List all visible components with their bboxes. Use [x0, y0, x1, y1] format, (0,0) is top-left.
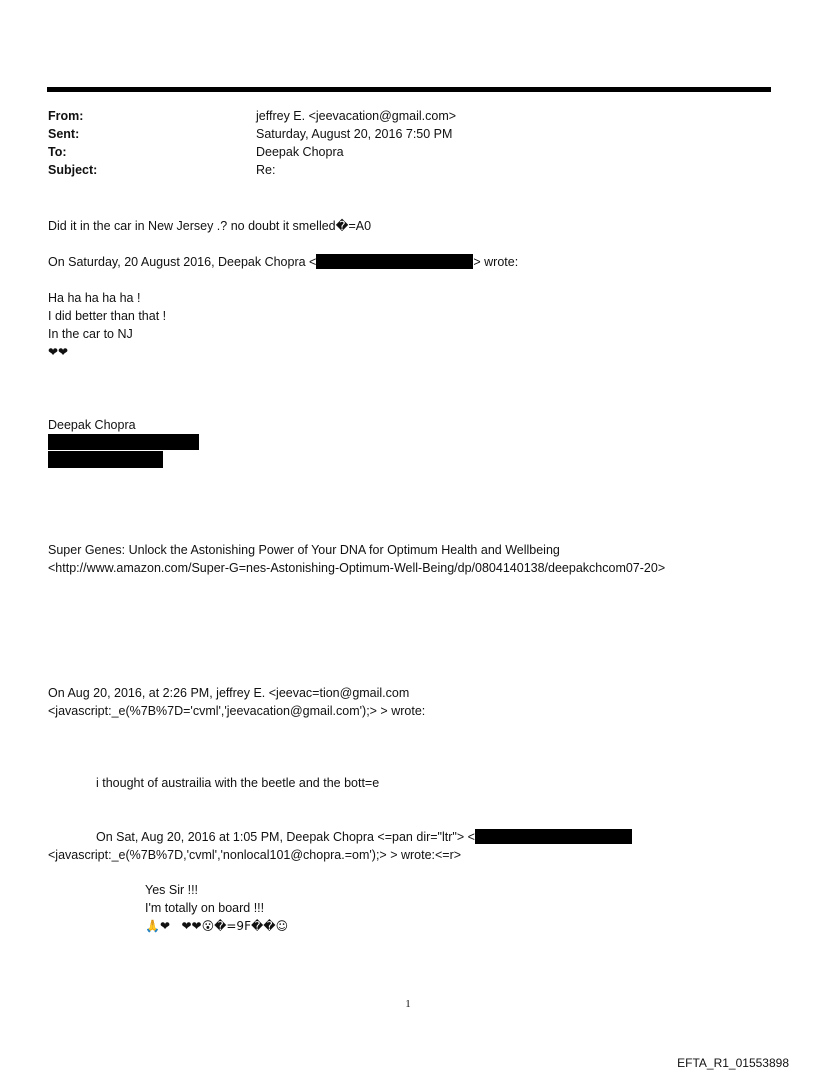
msg1-line3: In the car to NJ [48, 327, 133, 341]
quote3-pre: On Sat, Aug 20, 2016 at 1:05 PM, Deepak Chopra <=pan dir="ltr"> < [96, 830, 475, 844]
from-row [48, 107, 456, 125]
msg1-emoji: ❤❤ [48, 345, 69, 359]
header-rule [47, 87, 771, 92]
quote1-post: > wrote: [473, 255, 519, 269]
email-header [48, 107, 456, 179]
msg3-emoji-b: ❤❤😮�=9F��☺ [181, 919, 289, 933]
subject-label: Subject: [48, 163, 98, 177]
msg3-line2: I'm totally on board !!! [145, 901, 265, 915]
msg2: i thought of austrailia with the beetle and the bott=e [96, 776, 380, 790]
quote2-line1: On Aug 20, 2016, at 2:26 PM, jeffrey E. <jeevac=tion@gmail.com [48, 686, 410, 700]
redaction-box [475, 829, 632, 844]
msg1-line1: Ha ha ha ha ha ! [48, 291, 141, 305]
subject-value: Re: [256, 163, 276, 177]
quote2-line2: <javascript:_e(%7B%7D='cvml','jeevacation@gmail.com');> > wrote: [48, 704, 426, 718]
msg1-line2: I did better than that ! [48, 309, 167, 323]
book-title: Super Genes: Unlock the Astonishing Power of Your DNA for Optimum Health and Wellbeing [48, 543, 560, 557]
sent-label: Sent: [48, 127, 80, 141]
redaction-box [48, 451, 163, 468]
from-label: From: [48, 109, 84, 123]
msg3-emoji [145, 917, 288, 935]
msg3-emoji-a: 🙏❤ [145, 919, 170, 933]
signature-name: Deepak Chopra [48, 418, 136, 432]
page-number: 1 [405, 998, 411, 1010]
sent-value: Saturday, August 20, 2016 7:50 PM [256, 127, 453, 141]
sent-row [48, 125, 456, 143]
reply-line: Did it in the car in New Jersey .? no doubt it smelled�=A0 [48, 219, 372, 233]
to-row [48, 143, 456, 161]
to-label: To: [48, 145, 67, 159]
bates-number: EFTA_R1_01553898 [677, 1056, 789, 1070]
subject-row [48, 161, 456, 179]
msg3-line1: Yes Sir !!! [145, 883, 199, 897]
quote3-line1 [96, 828, 632, 846]
quote1-attribution [48, 253, 518, 271]
to-value: Deepak Chopra [256, 145, 344, 159]
from-value: jeffrey E. <jeevacation@gmail.com> [256, 109, 457, 123]
quote1-pre: On Saturday, 20 August 2016, Deepak Chopra < [48, 255, 317, 269]
redaction-box [316, 254, 473, 269]
quote3-line2: <javascript:_e(%7B%7D,'cvml','nonlocal101@chopra.=om');> > wrote:<=r> [48, 848, 462, 862]
redaction-box [48, 434, 199, 450]
book-link[interactable]: <http://www.amazon.com/Super-G=nes-Astonishing-Optimum-Well-Being/dp/0804140138/deepakchcom07-20> [48, 561, 666, 575]
